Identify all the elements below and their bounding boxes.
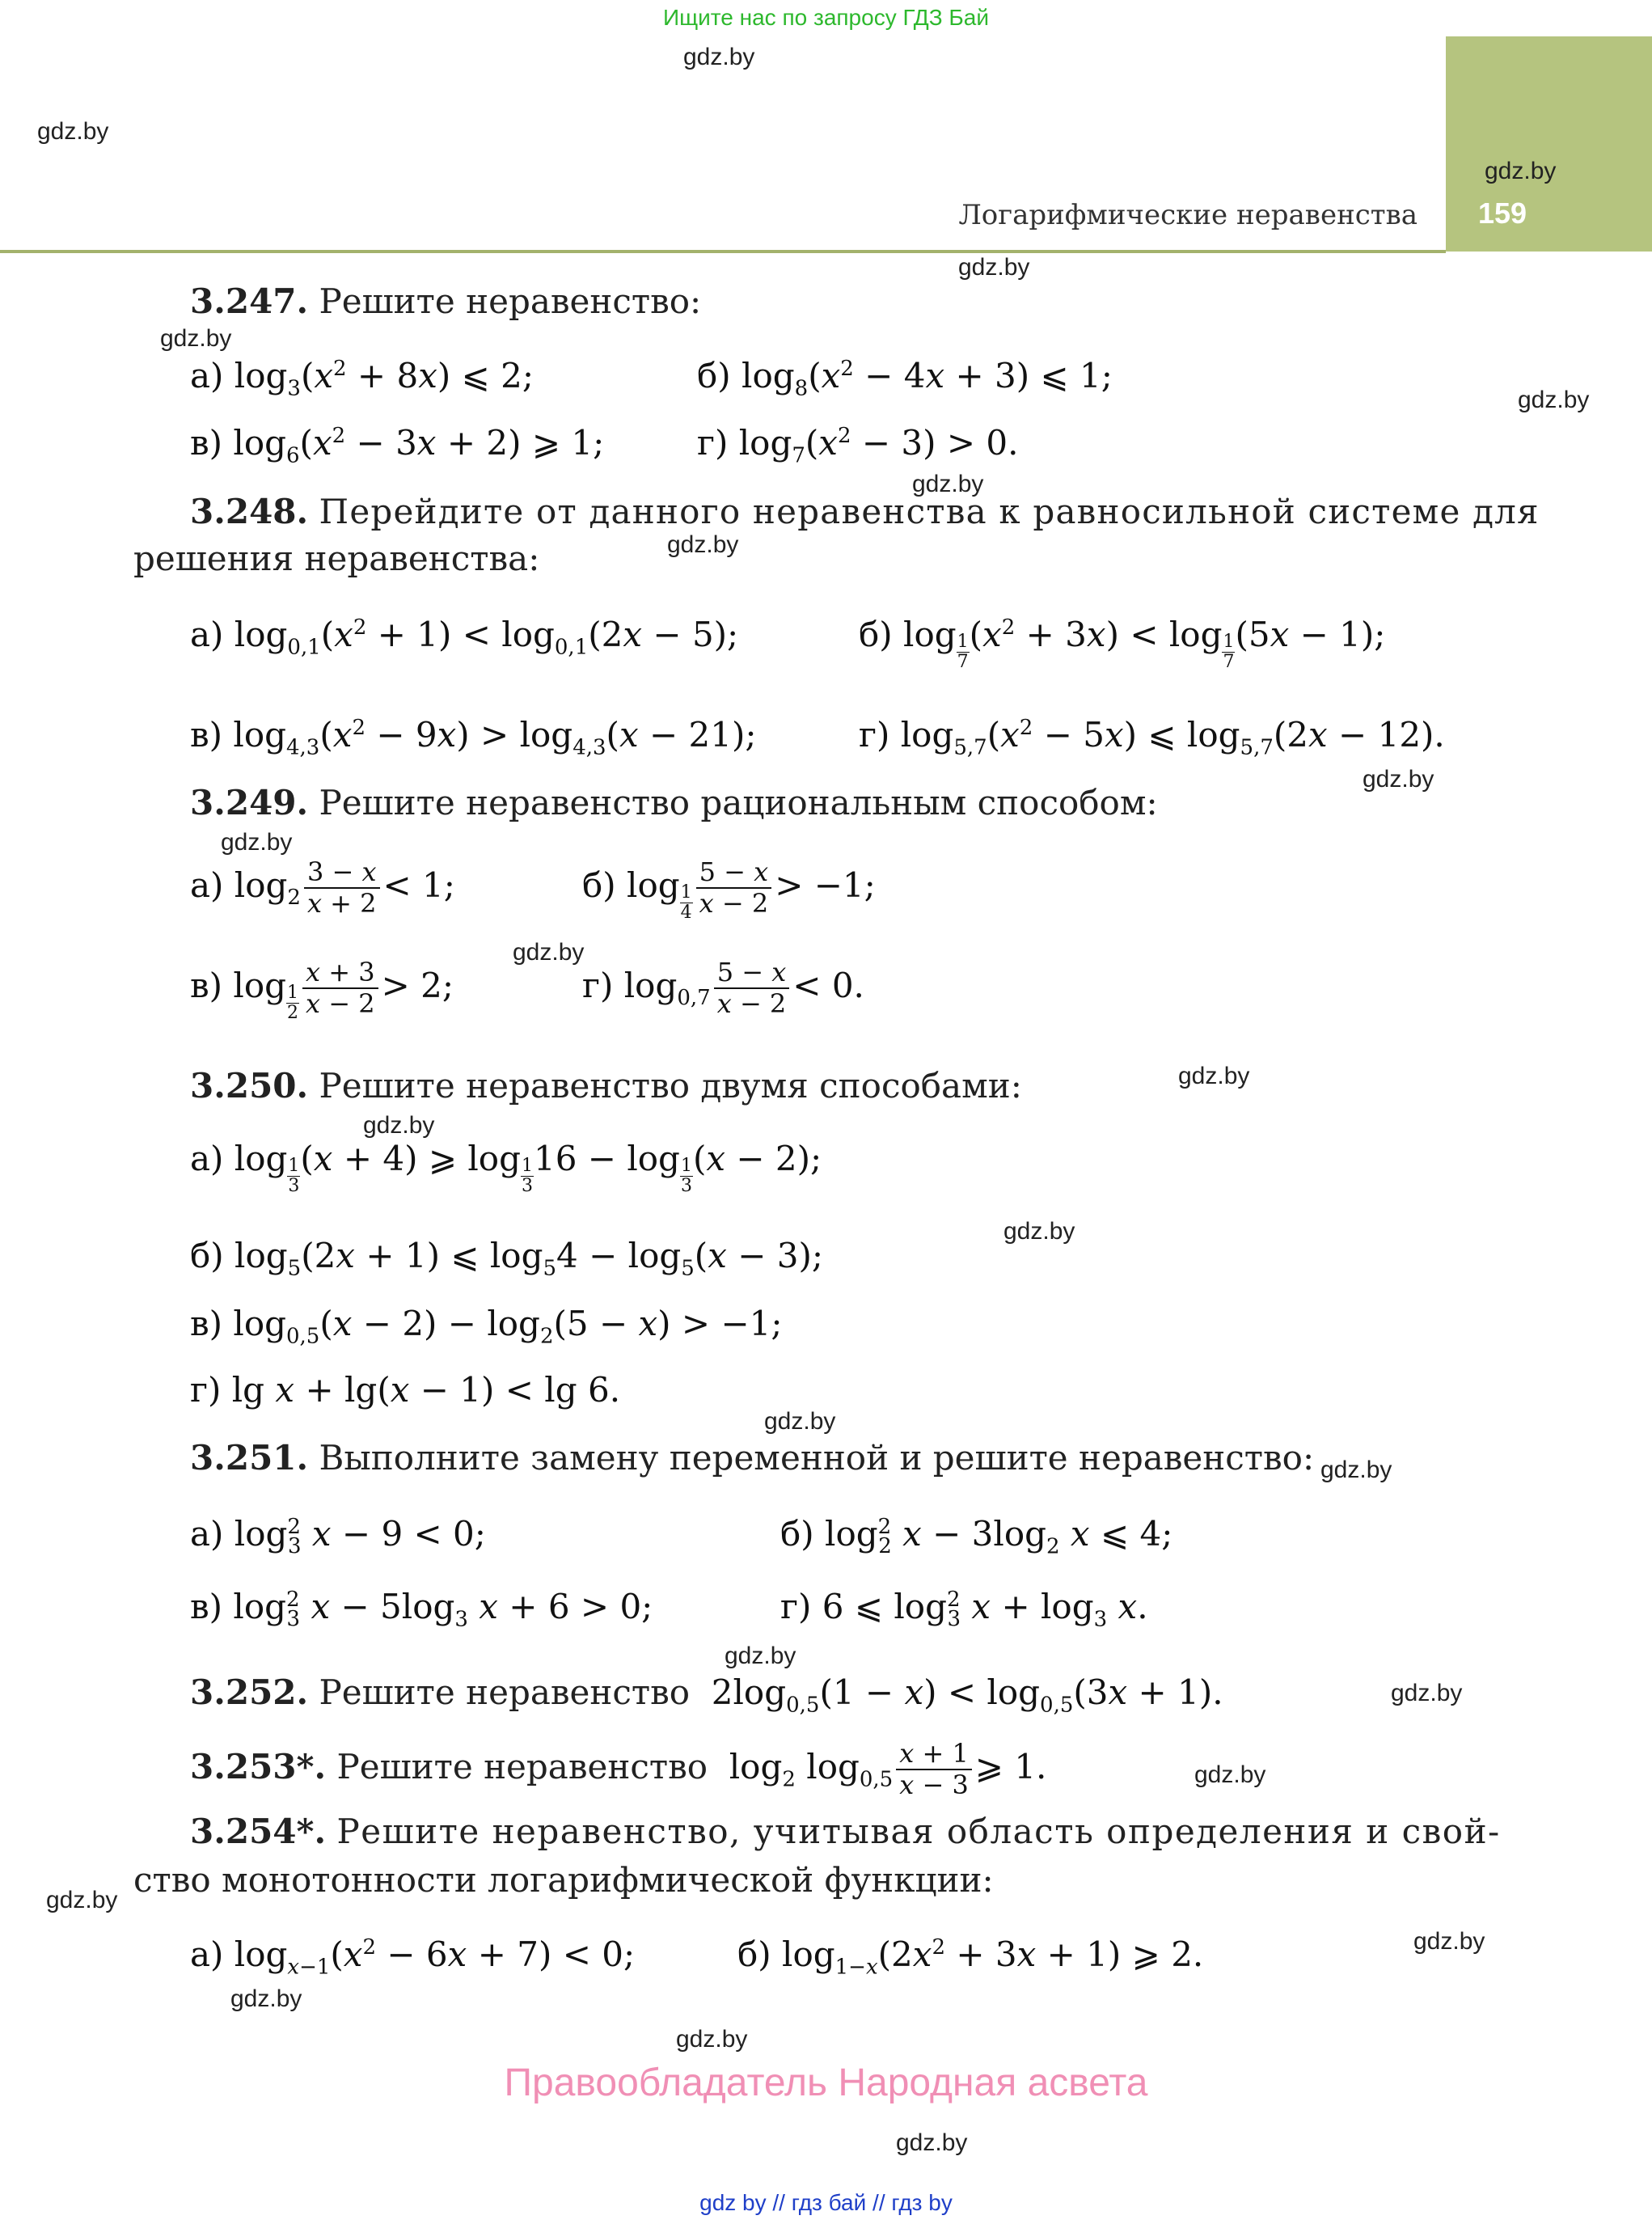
item-label: в) bbox=[190, 1304, 223, 1343]
page-tab bbox=[1446, 36, 1652, 252]
problem-number: 3.248. bbox=[190, 492, 309, 531]
item-b: б) $\log_8(x^2 - 4x + 3)$ ⩽ 1; bbox=[697, 356, 1113, 401]
watermark: gdz.by bbox=[46, 1887, 118, 1913]
problem-text: Решите неравенство, учитывая область определения и свой- bbox=[336, 1812, 1501, 1851]
watermark: gdz.by bbox=[1178, 1063, 1250, 1089]
running-title: Логарифмические неравенства bbox=[958, 199, 1418, 231]
watermark: gdz.by bbox=[896, 2129, 968, 2156]
problem-3-251-heading bbox=[190, 1438, 1314, 1478]
problem-text-continued: ство монотонности логарифмической функции: bbox=[133, 1860, 994, 1900]
header-rule bbox=[0, 250, 1446, 253]
item-label: а) bbox=[190, 615, 224, 654]
watermark: gdz.by bbox=[1194, 1761, 1266, 1788]
problem-text: Решите неравенство bbox=[336, 1746, 708, 1786]
item-b: б) log $\frac{1}{4}$ $\frac{5 - x}{x - 2}$ > −1; bbox=[582, 856, 876, 923]
watermark: gdz.by bbox=[764, 1408, 836, 1435]
footer-links[interactable]: gdz by // гдз бай // гдз by bbox=[699, 2190, 953, 2215]
problem-text: Решите неравенство двумя способами: bbox=[319, 1066, 1022, 1106]
item-g: г) 6 ⩽ $\log^2_3 x + \log_3 x$. bbox=[780, 1587, 1148, 1632]
problem-3-254-heading bbox=[190, 1812, 1501, 1851]
watermark: gdz.by bbox=[513, 939, 585, 966]
item-v: в) log $\frac{1}{2}$ $\frac{x + 3}{x - 2}$ > 2; bbox=[190, 957, 454, 1023]
item-label: а) bbox=[190, 1139, 224, 1178]
item-v: в) $\log^2_3 x - 5\log_3$ x + 6 > 0; bbox=[190, 1587, 653, 1632]
problem-3-247-heading bbox=[190, 281, 701, 321]
watermark: gdz.by bbox=[37, 118, 109, 145]
watermark: gdz.by bbox=[1413, 1928, 1485, 1955]
item-label: а) bbox=[190, 865, 224, 905]
item-label: б) bbox=[697, 356, 731, 395]
watermark: gdz.by bbox=[1320, 1457, 1392, 1483]
watermark: gdz.by bbox=[160, 325, 232, 352]
problem-3-252: 3.252. Решите неравенство $2\log_{0,5}(1 - x) < \log_{0,5}(3x + 1)$. bbox=[190, 1672, 1223, 1718]
problem-text: Решите неравенство bbox=[319, 1672, 691, 1712]
watermark: gdz.by bbox=[667, 531, 739, 558]
item-label: г) bbox=[582, 965, 614, 1005]
watermark: gdz.by bbox=[958, 254, 1030, 281]
item-v: в) $\log_6(x^2 - 3x + 2)$ ⩾ 1; bbox=[190, 423, 605, 468]
watermark: gdz.by bbox=[230, 1985, 302, 2012]
problem-text: Перейдите от данного неравенства к равносильной системе для bbox=[319, 492, 1540, 531]
problem-number: 3.252. bbox=[190, 1672, 309, 1712]
item-b: б) log $\frac{1}{7}$ $(x^2 + 3x) < \log$ $\frac{1}{7}$ (5x − 1); bbox=[859, 615, 1386, 672]
item-v: в) $\log_{4,3}(x^2 - 9x) > \log_{4,3}(x - 21)$; bbox=[190, 715, 757, 760]
watermark: gdz.by bbox=[1518, 387, 1590, 413]
item-label: б) bbox=[780, 1514, 814, 1554]
item-label: а) bbox=[190, 1934, 224, 1974]
item-g: г) $\log_7(x^2 - 3) > 0$. bbox=[697, 423, 1019, 468]
watermark: gdz.by bbox=[1485, 158, 1557, 184]
problem-number: 3.251. bbox=[190, 1438, 309, 1478]
item-label: в) bbox=[190, 1587, 223, 1626]
item-label: в) bbox=[190, 965, 223, 1005]
problem-number: 3.247. bbox=[190, 281, 309, 321]
item-a: а) $\log_3(x^2 + 8x)$ ⩽ 2; bbox=[190, 356, 534, 401]
problem-text-continued: решения неравенства: bbox=[133, 539, 540, 578]
item-b: б) $\log^2_2 x - 3\log_2$ x ⩽ 4; bbox=[780, 1514, 1173, 1559]
problem-text: Решите неравенство рациональным способом: bbox=[319, 783, 1158, 822]
item-a: а) $\log^2_3 x - 9 < 0$; bbox=[190, 1514, 486, 1559]
item-label: б) bbox=[582, 865, 616, 905]
watermark: gdz.by bbox=[725, 1643, 796, 1669]
item-g: г) $\log_{5,7}(x^2 - 5x)$ ⩽ $\log_{5,7}(2x - 12)$. bbox=[859, 715, 1445, 760]
problem-3-249-heading bbox=[190, 783, 1158, 822]
item-label: б) bbox=[859, 615, 893, 654]
item-label: в) bbox=[190, 423, 223, 463]
watermark: gdz.by bbox=[221, 829, 293, 856]
item-label: г) bbox=[190, 1370, 222, 1410]
watermark: gdz.by bbox=[363, 1112, 435, 1139]
item-g: г) $\log_{0,7}$ $\frac{5 - x}{x - 2}$ < 0. bbox=[582, 957, 864, 1019]
item-label: б) bbox=[737, 1934, 771, 1974]
item-label: г) bbox=[697, 423, 729, 463]
item-label: б) bbox=[190, 1236, 224, 1275]
problem-number: 3.249. bbox=[190, 783, 309, 822]
item-a: а) $\log_{0,1}(x^2 + 1) < \log_{0,1}(2x - 5)$; bbox=[190, 615, 739, 660]
item-label: г) bbox=[859, 715, 890, 755]
item-a: а) $\log_2$ $\frac{3 - x}{x + 2}$ < 1; bbox=[190, 856, 455, 919]
problem-3-253: 3.253*. Решите неравенство $\log_2 \log_{0,5}$ $\frac{x + 1}{x - 3}$ ⩾ 1. bbox=[190, 1738, 1047, 1800]
top-ad-text: Ищите нас по запросу ГДЗ Бай bbox=[662, 5, 990, 30]
item-label: г) bbox=[780, 1587, 812, 1626]
item-label: в) bbox=[190, 715, 223, 755]
problem-number: 3.250. bbox=[190, 1066, 309, 1106]
item-label: а) bbox=[190, 356, 224, 395]
problem-text: Решите неравенство: bbox=[319, 281, 702, 321]
watermark: gdz.by bbox=[683, 44, 755, 70]
problem-3-248-heading bbox=[190, 492, 1540, 531]
item-label: а) bbox=[190, 1514, 224, 1554]
page-number: 159 bbox=[1478, 197, 1527, 230]
problem-text: Выполните замену переменной и решите неравенство: bbox=[319, 1438, 1315, 1478]
item-a: а) $\log_{x-1}(x^2 - 6x + 7) < 0$; bbox=[190, 1934, 636, 1980]
item-a: а) log $\frac{1}{3}$ (x + 4) ⩾ log $\frac{1}{3}$ 16 − log $\frac{1}{3}$ (x − 2); bbox=[190, 1139, 822, 1196]
item-v: в) $\log_{0,5}(x - 2) - \log_2(5 - x) > -1$; bbox=[190, 1304, 783, 1349]
problem-number: 3.254*. bbox=[190, 1812, 327, 1851]
item-g: г) lg x + lg(x − 1) < lg 6. bbox=[190, 1370, 621, 1410]
watermark: gdz.by bbox=[912, 471, 984, 497]
watermark: gdz.by bbox=[676, 2026, 748, 2053]
problem-3-250-heading bbox=[190, 1066, 1022, 1106]
copyright-text: Правообладатель Народная асвета bbox=[504, 2061, 1148, 2104]
watermark: gdz.by bbox=[1391, 1680, 1463, 1706]
watermark: gdz.by bbox=[1003, 1218, 1075, 1245]
problem-number: 3.253*. bbox=[190, 1746, 327, 1786]
watermark: gdz.by bbox=[1363, 766, 1434, 793]
item-b: б) $\log_5(2x + 1)$ ⩽ $\log_54 - \log_5(x - 3)$; bbox=[190, 1236, 824, 1281]
item-b: б) $\log_{1-x}(2x^2 + 3x + 1)$ ⩾ 2. bbox=[737, 1934, 1204, 1980]
